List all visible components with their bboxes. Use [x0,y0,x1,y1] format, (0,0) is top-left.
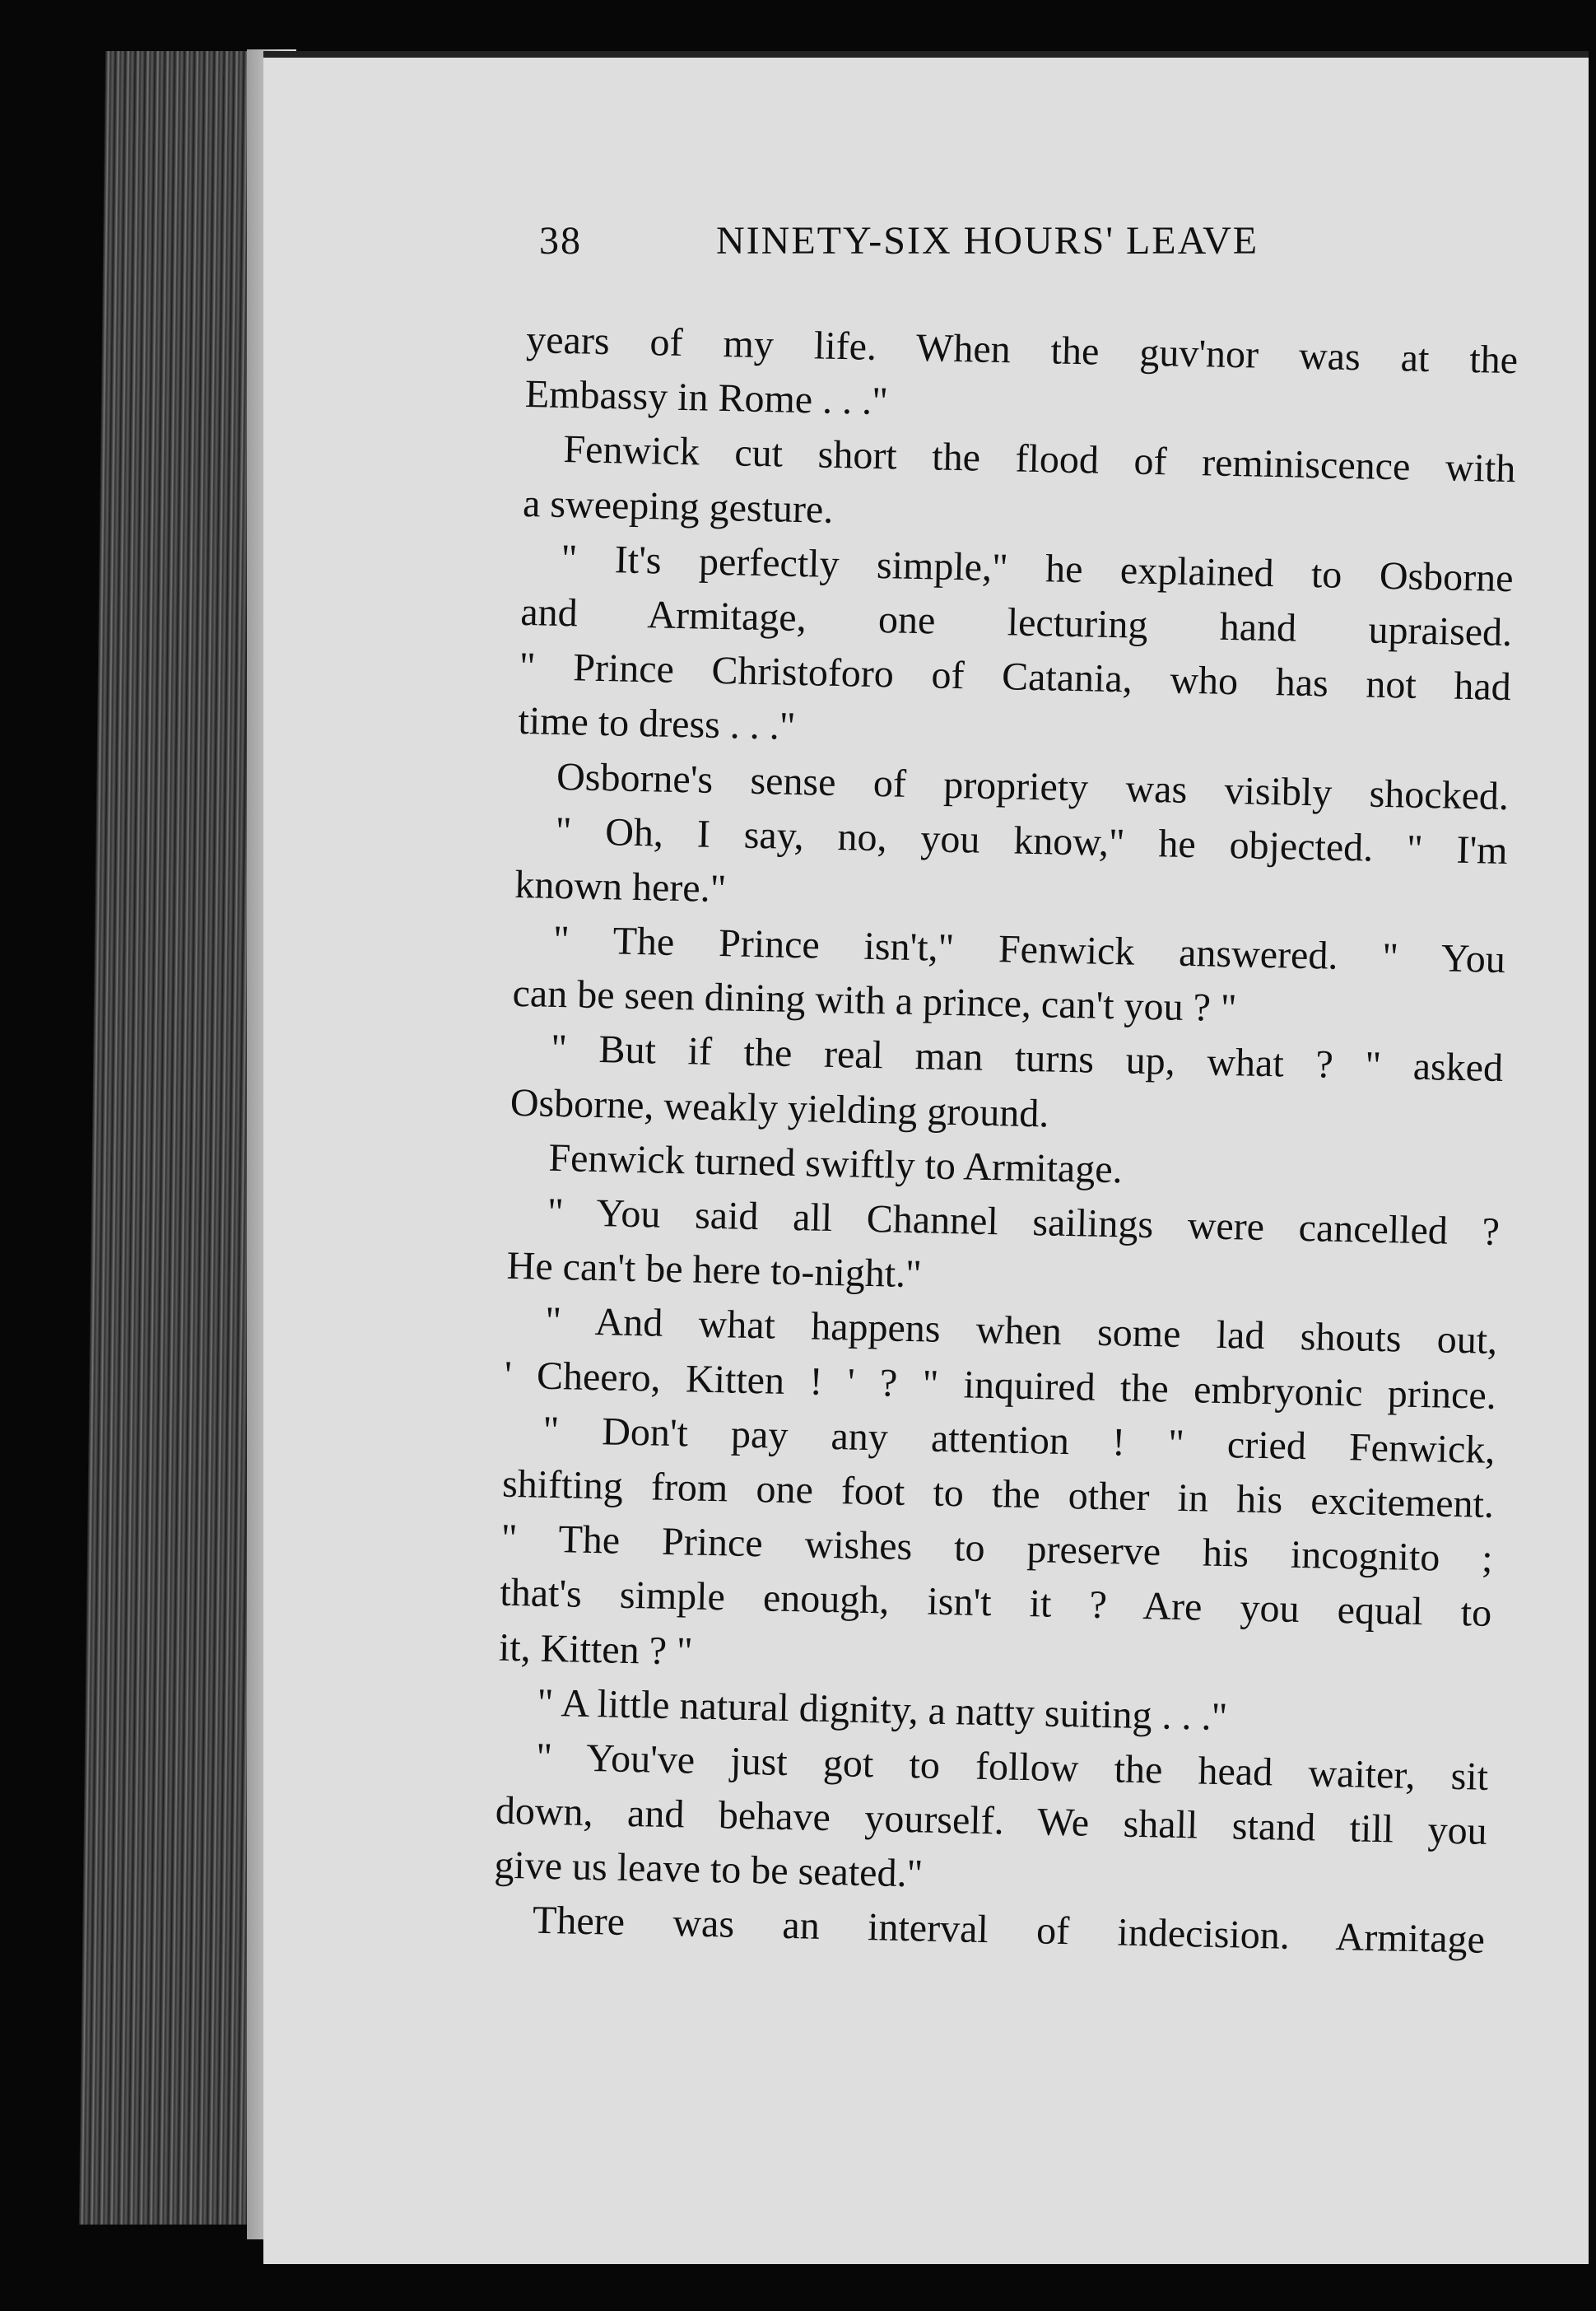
text-line: Osborne, weakly yielding ground. [510,1080,1049,1136]
text-line: " A little natural dignity, a natty suiting . . ." [537,1680,1228,1739]
text-line: down, and behave yourself. We shall stand till you [495,1788,1488,1853]
text-line: " You said all Channel sailings were cancelled ? [547,1190,1501,1254]
text-line: " Oh, I say, no, you know," he objected. " I'm [555,808,1509,873]
text-line: Embassy in Rome . . ." [524,372,889,424]
text-line: He can't be here to-night." [506,1243,923,1297]
text-line: " And what happens when some lad shouts out, [544,1299,1498,1363]
text-line: can be seen dining with a prince, can't you ? " [512,971,1237,1031]
text-line: give us leave to be seated." [493,1843,924,1896]
text-line: " You've just got to follow the head waiter, sit [535,1735,1489,1799]
text-line: There was an interval of indecision. Armitage [532,1899,1486,1963]
running-title: NINETY-SIX HOURS' LEAVE [716,219,1259,263]
page-text [492,313,1518,1968]
text-line: and Armitage, one lecturing hand upraised. [519,589,1513,655]
text-line: known here." [514,862,727,911]
text-line: " But if the real man turns up, what ? " asked [550,1027,1504,1091]
text-line: a sweeping gesture. [522,481,834,532]
text-line: " The Prince wishes to preserve his incognito ; [500,1516,1494,1582]
text-line: " It's perfectly simple," he explained to Osborne [561,536,1515,600]
text-line: Osborne's sense of propriety was visibly shocked. [556,754,1510,818]
text-line: years of my life. When the guv'nor was at the [525,317,1519,383]
text-line: " The Prince isn't," Fenwick answered. " You [552,917,1506,982]
text-line: " Don't pay any attention ! " cried Fenwick, [542,1408,1496,1472]
page-number: 38 [539,219,582,263]
page-header [539,218,1362,276]
text-line: that's simple enough, isn't it ? Are you equal to [499,1570,1492,1636]
text-line: shifting from one foot to the other in his excitement. [501,1461,1495,1526]
text-line: " Prince Christoforo of Catania, who has not had [519,645,1512,710]
text-line: Fenwick cut short the flood of reminiscence with [562,427,1516,492]
text-line: it, Kitten ? " [498,1625,694,1674]
text-line: Fenwick turned swiftly to Armitage. [547,1135,1124,1192]
text-line: ' Cheero, Kitten ! ' ? " inquired the embryonic prince. [504,1353,1497,1418]
text-line: time to dress . . ." [518,699,796,749]
